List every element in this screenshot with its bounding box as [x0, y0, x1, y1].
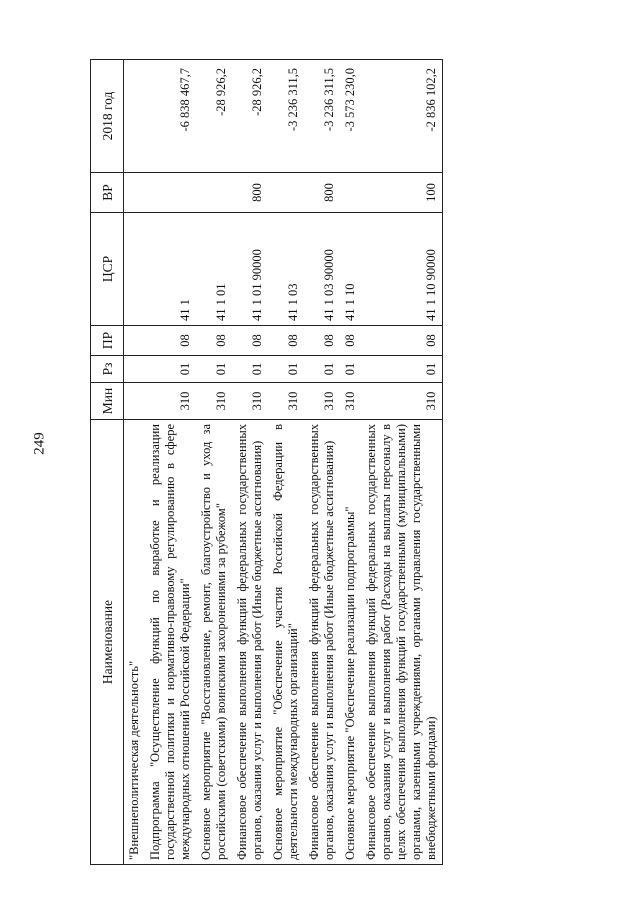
row-vr: 800	[232, 173, 268, 213]
row-csr: 41 1 10	[340, 213, 361, 326]
row-pr: 08	[340, 326, 361, 356]
row-rz: 01	[196, 356, 232, 383]
table-row	[196, 60, 232, 865]
row-amount: -3 236 311,5	[268, 60, 304, 173]
row-min: 310	[145, 383, 196, 420]
row-rz: 01	[268, 356, 304, 383]
row-min	[124, 383, 146, 420]
page-number: 249	[31, 432, 48, 455]
row-csr: 41 1 10 90000	[361, 213, 443, 326]
row-csr: 41 1	[145, 213, 196, 326]
row-pr: 08	[145, 326, 196, 356]
row-min: 310	[268, 383, 304, 420]
header-name: Наименование	[91, 420, 124, 865]
header-csr: ЦСР	[91, 213, 124, 326]
table-row	[304, 60, 340, 865]
table-row	[340, 60, 361, 865]
row-amount: -28 926,2	[232, 60, 268, 173]
row-amount: -28 926,2	[196, 60, 232, 173]
row-name: Основное мероприятие "Восстановление, ремонт, благоустройство и уход за российскими (советскими) воинскими захоронениями за рубежом"	[196, 420, 232, 865]
row-name: Финансовое обеспечение выполнения функций федеральных государственных органов, оказания услуг и выполнения работ (Иные бюджетные ассигнования)	[232, 420, 268, 865]
row-amount	[124, 60, 146, 173]
row-name: Подпрограмма "Осуществление функций по выработке и реализации государственной политики и нормативно-правовому регулированию в сфере международных отношений Российской Федерации"	[145, 420, 196, 865]
row-csr: 41 1 01	[196, 213, 232, 326]
table-row	[232, 60, 268, 865]
table-row	[145, 60, 196, 865]
row-vr	[268, 173, 304, 213]
header-rz: Рз	[91, 356, 124, 383]
row-pr: 08	[304, 326, 340, 356]
row-pr: 08	[268, 326, 304, 356]
table-header-row	[91, 60, 124, 865]
budget-table	[90, 59, 443, 865]
row-min: 310	[361, 383, 443, 420]
row-name: Финансовое обеспечение выполнения функций федеральных государственных органов, оказания услуг и выполнения работ (Иные бюджетные ассигнования)	[304, 420, 340, 865]
header-pr: ПР	[91, 326, 124, 356]
row-rz: 01	[304, 356, 340, 383]
row-rz	[124, 356, 146, 383]
row-min: 310	[340, 383, 361, 420]
row-pr	[124, 326, 146, 356]
row-rz: 01	[361, 356, 443, 383]
row-rz: 01	[232, 356, 268, 383]
row-min: 310	[196, 383, 232, 420]
row-vr	[124, 173, 146, 213]
row-amount: -3 573 230,0	[340, 60, 361, 173]
row-name: Основное мероприятие "Обеспечение участия Российской Федерации в деятельности международных организаций"	[268, 420, 304, 865]
row-vr: 100	[361, 173, 443, 213]
row-name: Основное мероприятие "Обеспечение реализации подпрограммы"	[340, 420, 361, 865]
row-vr	[340, 173, 361, 213]
row-csr: 41 1 03	[268, 213, 304, 326]
row-pr: 08	[361, 326, 443, 356]
table-row	[124, 60, 146, 865]
row-amount: -3 236 311,5	[304, 60, 340, 173]
table-row	[268, 60, 304, 865]
row-vr: 800	[304, 173, 340, 213]
row-min: 310	[304, 383, 340, 420]
row-amount: -2 836 102,2	[361, 60, 443, 173]
row-amount: -6 838 467,7	[145, 60, 196, 173]
row-min: 310	[232, 383, 268, 420]
header-year: 2018 год	[91, 60, 124, 173]
row-csr	[124, 213, 146, 326]
row-pr: 08	[232, 326, 268, 356]
row-vr	[145, 173, 196, 213]
row-pr: 08	[196, 326, 232, 356]
table-row	[361, 60, 443, 865]
header-min: Мин	[91, 383, 124, 420]
row-csr: 41 1 01 90000	[232, 213, 268, 326]
header-vr: ВР	[91, 173, 124, 213]
row-vr	[196, 173, 232, 213]
rotated-table-wrapper	[90, 60, 560, 865]
row-rz: 01	[340, 356, 361, 383]
row-name: "Внешнеполитическая деятельность"	[124, 420, 146, 865]
row-name: Финансовое обеспечение выполнения функций федеральных государственных органов, оказания услуг и выполнения работ (Расходы на выплаты персоналу в целях обеспечения выполнения функций государственными (муниципальными) органами, казенными учреждениями, органами управления государственными внебюджетными фондами)	[361, 420, 443, 865]
row-csr: 41 1 03 90000	[304, 213, 340, 326]
row-rz: 01	[145, 356, 196, 383]
